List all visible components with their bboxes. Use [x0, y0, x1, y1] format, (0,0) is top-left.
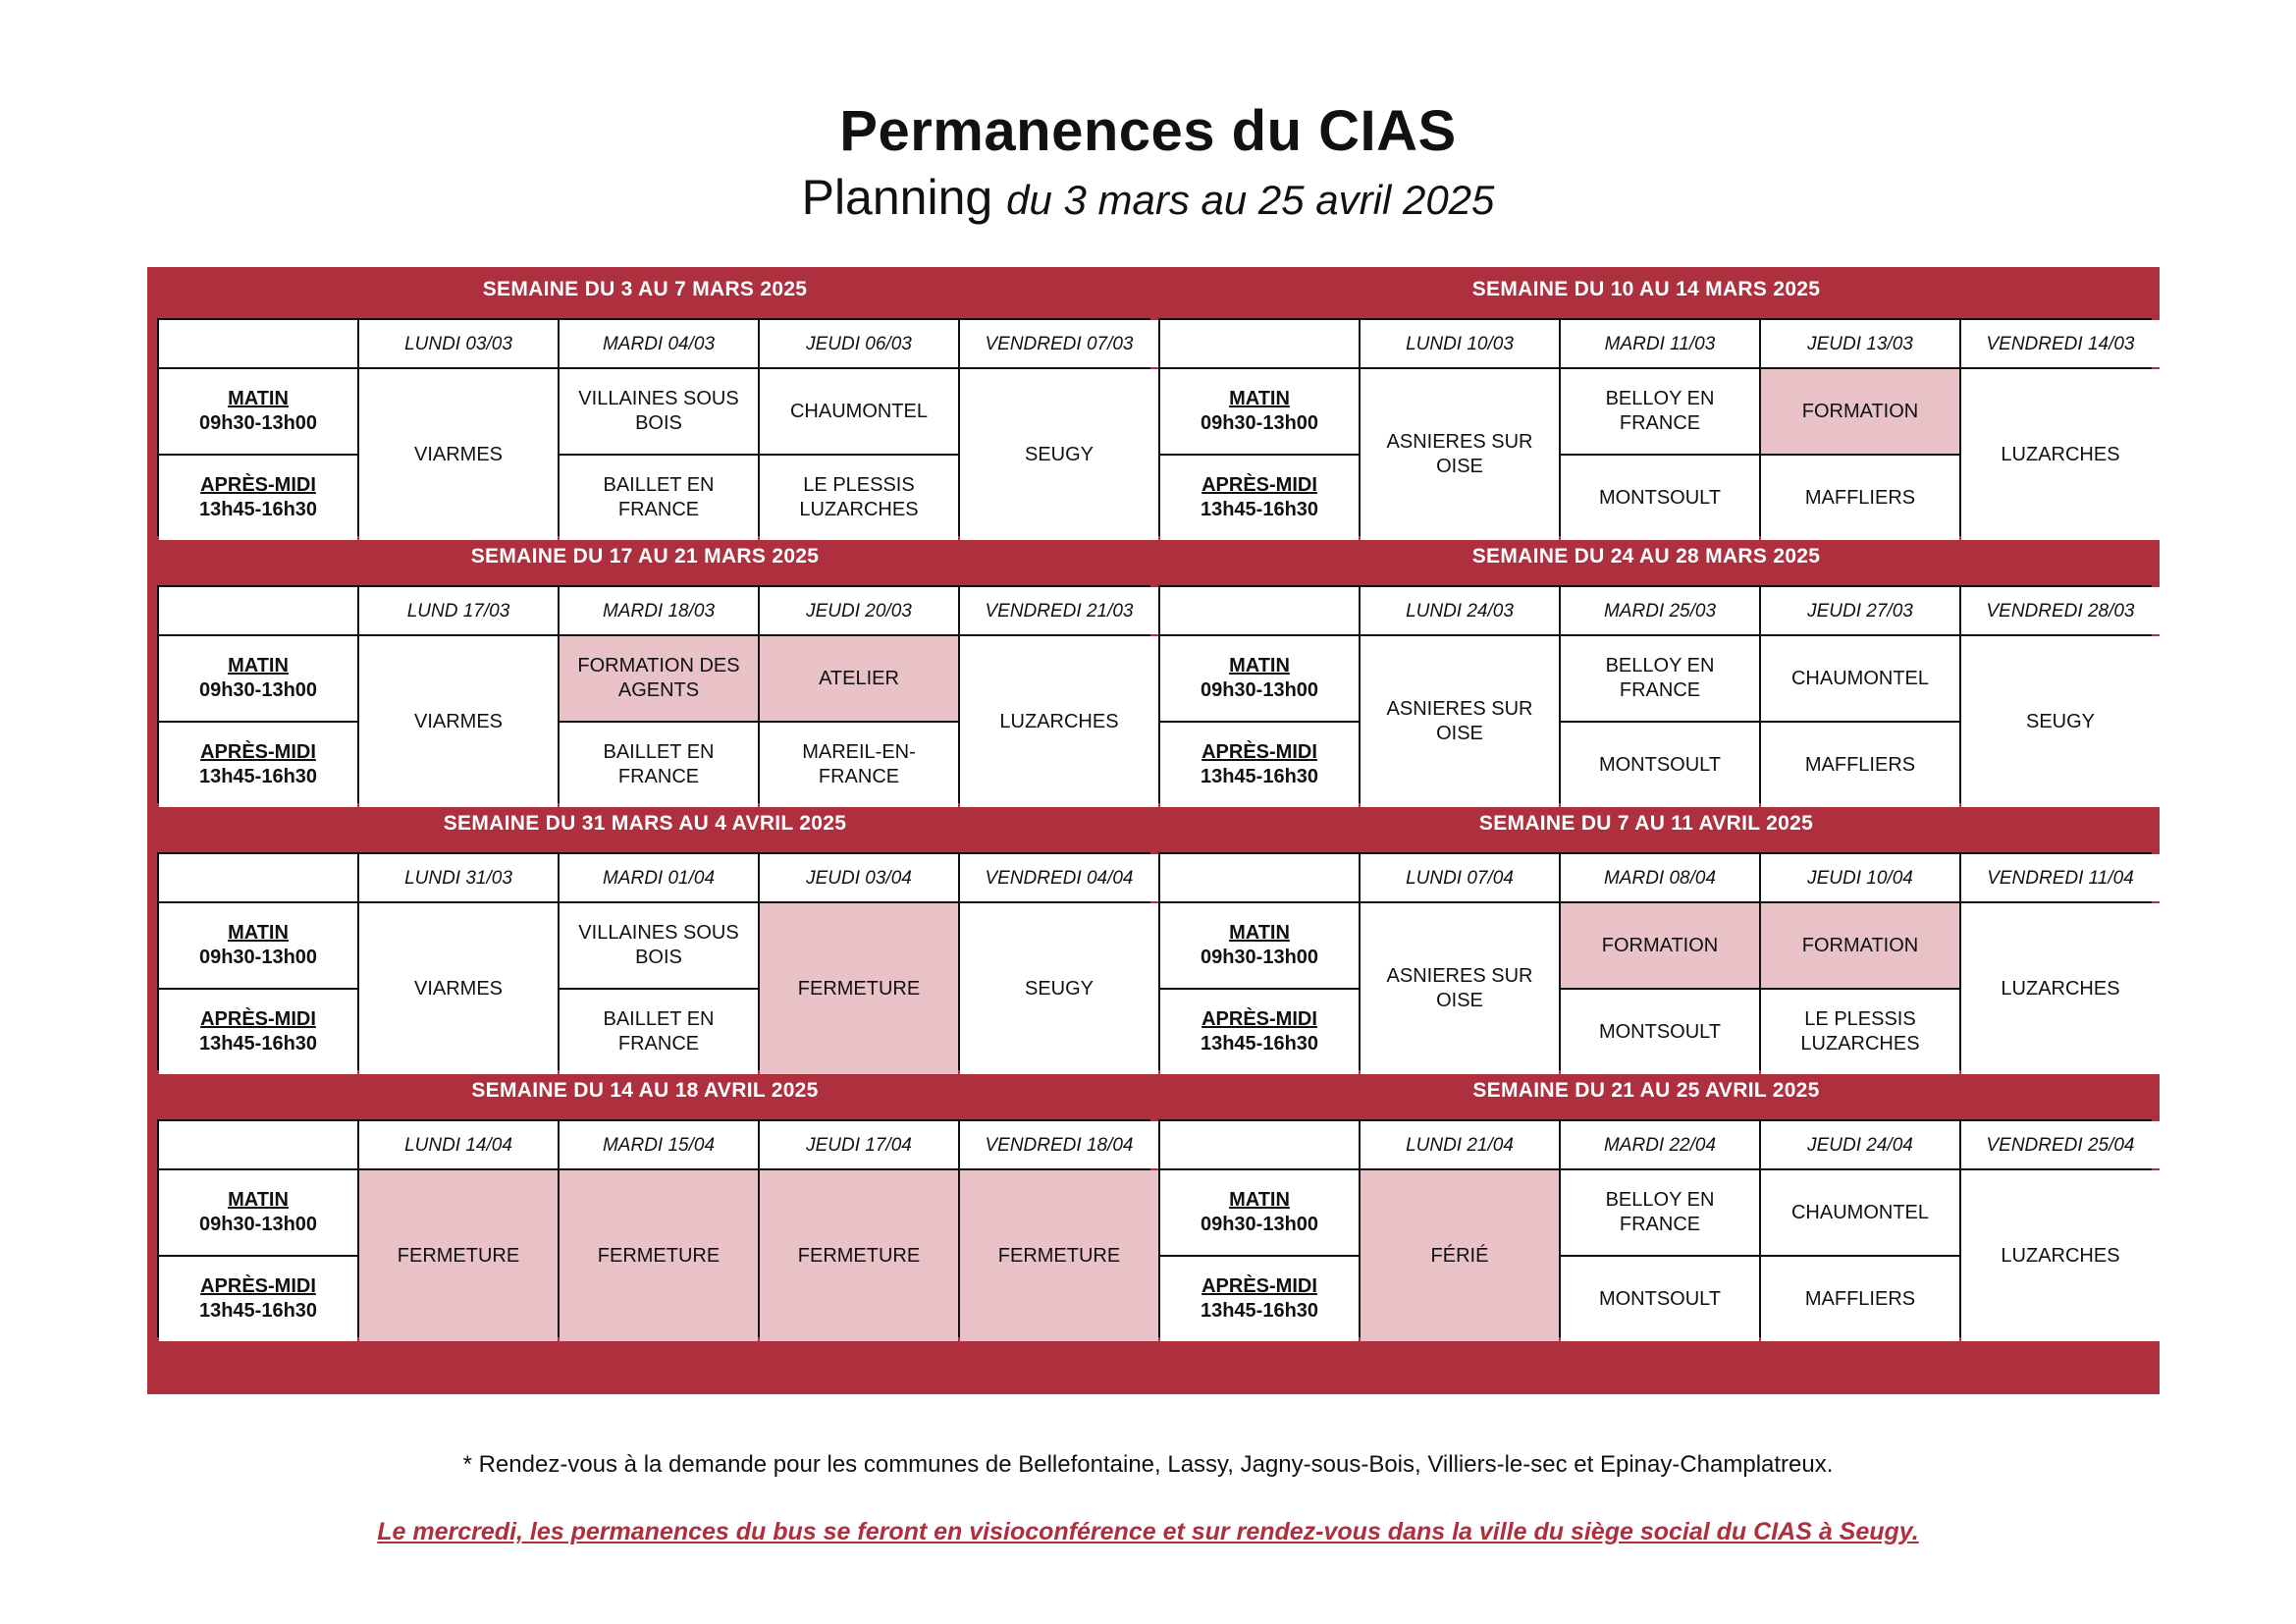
- afternoon-hours: 13h45-16h30: [198, 1300, 318, 1322]
- day-header: VENDREDI 11/04: [1961, 854, 2160, 901]
- schedule-cell: LUZARCHES: [1961, 369, 2160, 540]
- day-header: LUNDI 21/04: [1361, 1121, 1559, 1168]
- day-header: LUND 17/03: [359, 587, 558, 634]
- corner-cell: [1160, 854, 1359, 901]
- afternoon-hours: 13h45-16h30: [1200, 1300, 1319, 1322]
- schedule-cell: VIARMES: [359, 903, 558, 1074]
- afternoon-hours: 13h45-16h30: [1200, 766, 1319, 787]
- day-header: VENDREDI 14/03: [1961, 320, 2160, 367]
- footnote: * Rendez-vous à la demande pour les communes de Bellefontaine, Lassy, Jagny-sous-Bois, Villiers-le-sec et Epinay-Champlatreux.: [462, 1451, 1834, 1478]
- subtitle-main: Planning: [801, 170, 993, 225]
- schedule-cell-closed: FERMETURE: [960, 1170, 1158, 1341]
- week-title: SEMAINE DU 7 AU 11 AVRIL 2025: [1478, 812, 1814, 835]
- week-table: [157, 1119, 1150, 1337]
- schedule-cell: MONTSOULT: [1561, 456, 1759, 540]
- week-table: [157, 318, 1150, 536]
- schedule-cell: CHAUMONTEL: [760, 369, 958, 454]
- morning-hours: 09h30-13h00: [198, 679, 318, 701]
- corner-cell: [159, 587, 357, 634]
- schedule-cell: MAFFLIERS: [1761, 1257, 1959, 1341]
- afternoon-title: APRÈS-MIDI: [1201, 1008, 1317, 1030]
- week-table: [1158, 1119, 2152, 1337]
- week-title: SEMAINE DU 3 AU 7 MARS 2025: [482, 278, 808, 300]
- corner-cell: [159, 854, 357, 901]
- day-header: MARDI 11/03: [1561, 320, 1759, 367]
- day-header: JEUDI 17/04: [760, 1121, 958, 1168]
- day-header: VENDREDI 04/04: [960, 854, 1158, 901]
- schedule-cell: LE PLESSIS LUZARCHES: [760, 456, 958, 540]
- day-header: MARDI 01/04: [560, 854, 758, 901]
- schedule-cell: ASNIERES SUR OISE: [1361, 636, 1559, 807]
- day-header: MARDI 25/03: [1561, 587, 1759, 634]
- day-header: VENDREDI 21/03: [960, 587, 1158, 634]
- schedule-cell: MONTSOULT: [1561, 990, 1759, 1074]
- schedule-cell-closed: FORMATION DES AGENTS: [560, 636, 758, 721]
- schedule-cell: BAILLET EN FRANCE: [560, 456, 758, 540]
- afternoon-hours: 13h45-16h30: [1200, 1033, 1319, 1055]
- morning-label: [159, 636, 357, 721]
- day-header: MARDI 15/04: [560, 1121, 758, 1168]
- afternoon-label: [159, 990, 357, 1074]
- morning-title: MATIN: [1229, 655, 1290, 677]
- morning-hours: 09h30-13h00: [1200, 1214, 1319, 1235]
- corner-cell: [1160, 320, 1359, 367]
- schedule-cell: ASNIERES SUR OISE: [1361, 903, 1559, 1074]
- schedule-cell: SEUGY: [960, 369, 1158, 540]
- week-title: SEMAINE DU 31 MARS AU 4 AVRIL 2025: [443, 812, 847, 835]
- morning-hours: 09h30-13h00: [198, 947, 318, 968]
- schedule-cell: ASNIERES SUR OISE: [1361, 369, 1559, 540]
- day-header: LUNDI 07/04: [1361, 854, 1559, 901]
- morning-label: [1160, 636, 1359, 721]
- schedule-cell: LUZARCHES: [1961, 1170, 2160, 1341]
- day-header: MARDI 04/03: [560, 320, 758, 367]
- schedule-cell: BAILLET EN FRANCE: [560, 990, 758, 1074]
- day-header: MARDI 18/03: [560, 587, 758, 634]
- page-title: Permanences du CIAS: [839, 99, 1457, 163]
- afternoon-title: APRÈS-MIDI: [1201, 1275, 1317, 1297]
- corner-cell: [159, 320, 357, 367]
- schedule-panel: [147, 267, 2160, 1394]
- schedule-cell: CHAUMONTEL: [1761, 636, 1959, 721]
- morning-title: MATIN: [228, 1189, 289, 1211]
- morning-hours: 09h30-13h00: [198, 412, 318, 434]
- afternoon-hours: 13h45-16h30: [198, 499, 318, 520]
- day-header: LUNDI 14/04: [359, 1121, 558, 1168]
- week-title: SEMAINE DU 17 AU 21 MARS 2025: [470, 545, 820, 568]
- day-header: VENDREDI 28/03: [1961, 587, 2160, 634]
- morning-label: [159, 369, 357, 454]
- week-title: SEMAINE DU 21 AU 25 AVRIL 2025: [1472, 1079, 1820, 1102]
- schedule-cell: VIARMES: [359, 636, 558, 807]
- morning-label: [1160, 903, 1359, 988]
- afternoon-label: [159, 723, 357, 807]
- day-header: LUNDI 24/03: [1361, 587, 1559, 634]
- week-table: [1158, 318, 2152, 536]
- schedule-cell: MONTSOULT: [1561, 1257, 1759, 1341]
- morning-title: MATIN: [1229, 388, 1290, 409]
- schedule-cell: VILLAINES SOUS BOIS: [560, 903, 758, 988]
- schedule-cell: LUZARCHES: [1961, 903, 2160, 1074]
- day-header: MARDI 22/04: [1561, 1121, 1759, 1168]
- schedule-cell: VIARMES: [359, 369, 558, 540]
- afternoon-title: APRÈS-MIDI: [200, 1275, 316, 1297]
- schedule-cell: BELLOY EN FRANCE: [1561, 636, 1759, 721]
- morning-title: MATIN: [228, 655, 289, 677]
- day-header: JEUDI 27/03: [1761, 587, 1959, 634]
- afternoon-label: [1160, 456, 1359, 540]
- afternoon-label: [159, 456, 357, 540]
- schedule-cell: BELLOY EN FRANCE: [1561, 369, 1759, 454]
- day-header: JEUDI 10/04: [1761, 854, 1959, 901]
- day-header: VENDREDI 25/04: [1961, 1121, 2160, 1168]
- morning-label: [159, 1170, 357, 1255]
- afternoon-label: [1160, 990, 1359, 1074]
- afternoon-hours: 13h45-16h30: [1200, 499, 1319, 520]
- schedule-cell-closed: FERMETURE: [760, 903, 958, 1074]
- morning-title: MATIN: [228, 388, 289, 409]
- schedule-cell-closed: FORMATION: [1561, 903, 1759, 988]
- morning-title: MATIN: [1229, 922, 1290, 944]
- week-table: [157, 585, 1150, 803]
- week-title: SEMAINE DU 10 AU 14 MARS 2025: [1471, 278, 1821, 300]
- morning-hours: 09h30-13h00: [1200, 679, 1319, 701]
- schedule-cell: CHAUMONTEL: [1761, 1170, 1959, 1255]
- morning-label: [1160, 369, 1359, 454]
- afternoon-hours: 13h45-16h30: [198, 766, 318, 787]
- afternoon-title: APRÈS-MIDI: [200, 474, 316, 496]
- afternoon-title: APRÈS-MIDI: [1201, 741, 1317, 763]
- morning-label: [1160, 1170, 1359, 1255]
- schedule-cell: MAFFLIERS: [1761, 456, 1959, 540]
- day-header: MARDI 08/04: [1561, 854, 1759, 901]
- afternoon-title: APRÈS-MIDI: [1201, 474, 1317, 496]
- schedule-cell: BELLOY EN FRANCE: [1561, 1170, 1759, 1255]
- wednesday-notice: Le mercredi, les permanences du bus se feront en visioconférence et sur rendez-vous dans la ville du siège social du CIAS à Seugy.: [377, 1518, 1919, 1545]
- corner-cell: [1160, 1121, 1359, 1168]
- day-header: JEUDI 06/03: [760, 320, 958, 367]
- day-header: JEUDI 24/04: [1761, 1121, 1959, 1168]
- morning-label: [159, 903, 357, 988]
- morning-title: MATIN: [1229, 1189, 1290, 1211]
- schedule-cell-closed: FERMETURE: [359, 1170, 558, 1341]
- subtitle-range: du 3 mars au 25 avril 2025: [1006, 177, 1495, 223]
- morning-title: MATIN: [228, 922, 289, 944]
- morning-hours: 09h30-13h00: [1200, 947, 1319, 968]
- schedule-cell-closed: ATELIER: [760, 636, 958, 721]
- day-header: VENDREDI 18/04: [960, 1121, 1158, 1168]
- day-header: JEUDI 03/04: [760, 854, 958, 901]
- week-table: [1158, 852, 2152, 1070]
- afternoon-label: [159, 1257, 357, 1341]
- schedule-cell: SEUGY: [960, 903, 1158, 1074]
- schedule-cell-closed: FÉRIÉ: [1361, 1170, 1559, 1341]
- day-header: JEUDI 13/03: [1761, 320, 1959, 367]
- schedule-cell: SEUGY: [1961, 636, 2160, 807]
- schedule-cell: MAREIL-EN-FRANCE: [760, 723, 958, 807]
- morning-hours: 09h30-13h00: [1200, 412, 1319, 434]
- schedule-cell: MAFFLIERS: [1761, 723, 1959, 807]
- morning-hours: 09h30-13h00: [198, 1214, 318, 1235]
- schedule-cell-closed: FORMATION: [1761, 903, 1959, 988]
- afternoon-label: [1160, 723, 1359, 807]
- schedule-cell: MONTSOULT: [1561, 723, 1759, 807]
- day-header: LUNDI 03/03: [359, 320, 558, 367]
- schedule-cell-closed: FORMATION: [1761, 369, 1959, 454]
- afternoon-title: APRÈS-MIDI: [200, 1008, 316, 1030]
- day-header: LUNDI 10/03: [1361, 320, 1559, 367]
- corner-cell: [1160, 587, 1359, 634]
- corner-cell: [159, 1121, 357, 1168]
- week-table: [157, 852, 1150, 1070]
- day-header: JEUDI 20/03: [760, 587, 958, 634]
- week-table: [1158, 585, 2152, 803]
- afternoon-hours: 13h45-16h30: [198, 1033, 318, 1055]
- schedule-cell-closed: FERMETURE: [560, 1170, 758, 1341]
- schedule-cell: LUZARCHES: [960, 636, 1158, 807]
- schedule-cell: VILLAINES SOUS BOIS: [560, 369, 758, 454]
- schedule-cell: LE PLESSIS LUZARCHES: [1761, 990, 1959, 1074]
- day-header: VENDREDI 07/03: [960, 320, 1158, 367]
- schedule-cell-closed: FERMETURE: [760, 1170, 958, 1341]
- week-title: SEMAINE DU 14 AU 18 AVRIL 2025: [471, 1079, 819, 1102]
- day-header: LUNDI 31/03: [359, 854, 558, 901]
- afternoon-title: APRÈS-MIDI: [200, 741, 316, 763]
- schedule-cell: BAILLET EN FRANCE: [560, 723, 758, 807]
- week-title: SEMAINE DU 24 AU 28 MARS 2025: [1471, 545, 1821, 568]
- page-subtitle: [0, 169, 2296, 226]
- afternoon-label: [1160, 1257, 1359, 1341]
